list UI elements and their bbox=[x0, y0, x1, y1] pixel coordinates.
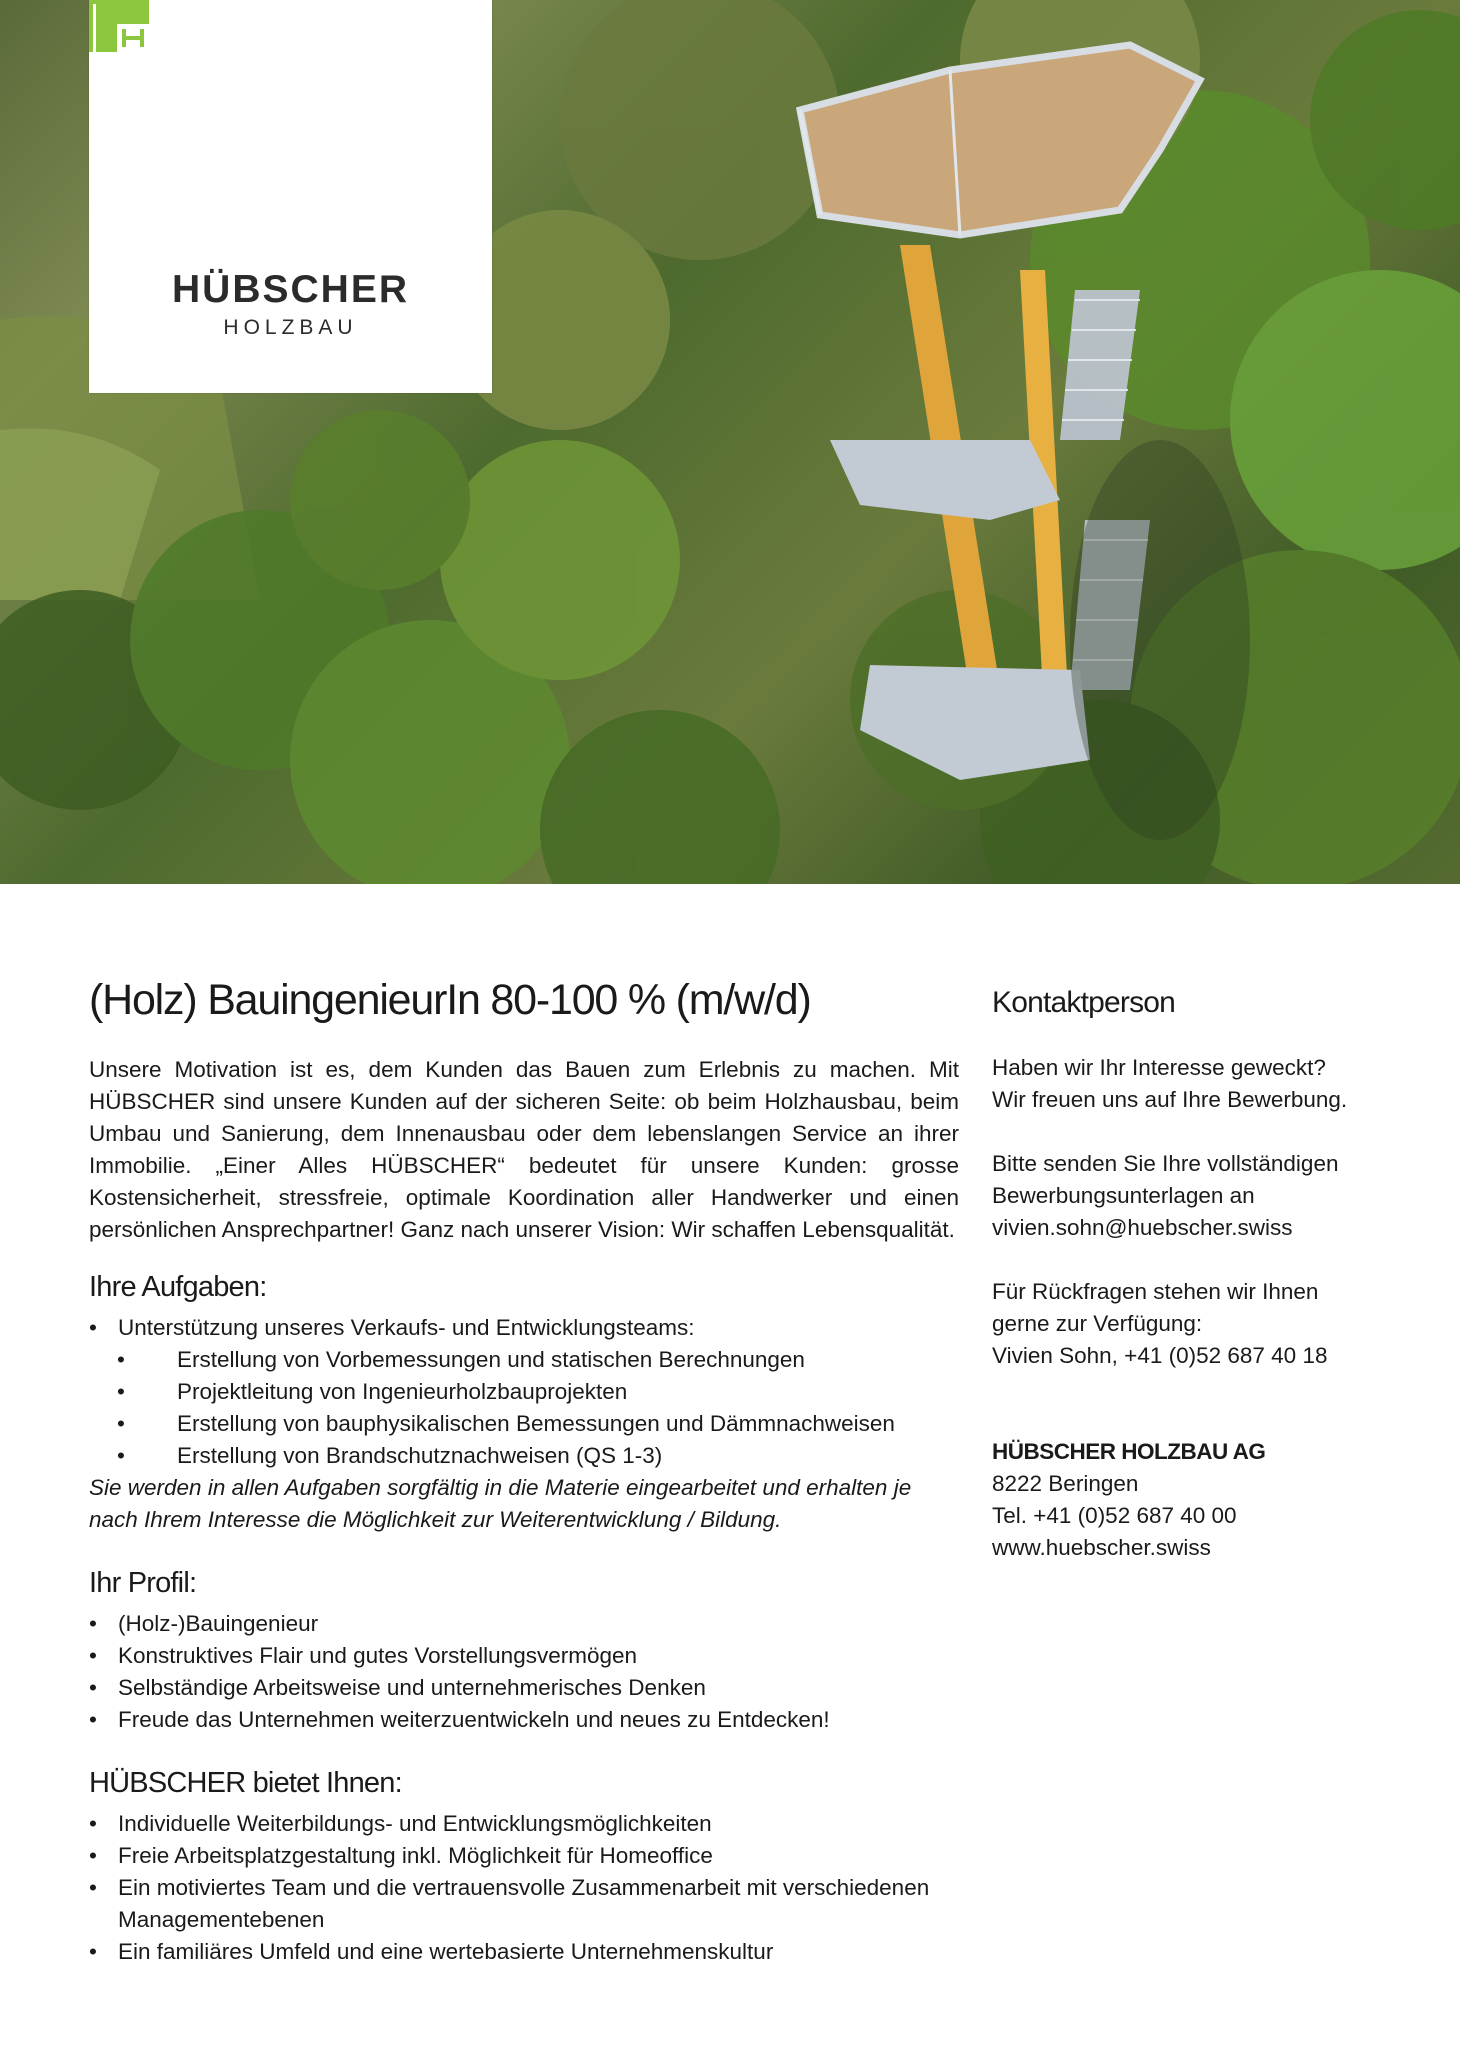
list-item: • Ein motiviertes Team und die vertrauensvolle Zusammenarbeit mit verschiedenen Managementebenen bbox=[89, 1872, 959, 1936]
questions-line-1: Für Rückfragen stehen wir Ihnen bbox=[992, 1279, 1319, 1304]
logo-name: HÜBSCHER bbox=[171, 268, 409, 311]
list-item: • Erstellung von Brandschutznachweisen (QS 1-3) bbox=[89, 1440, 959, 1472]
logo-mark-icon bbox=[89, 0, 149, 52]
contact-person: Vivien Sohn, +41 (0)52 687 40 18 bbox=[992, 1343, 1328, 1368]
company-name: HÜBSCHER HOLZBAU AG bbox=[992, 1439, 1266, 1464]
benefits-heading: HÜBSCHER bietet Ihnen: bbox=[89, 1767, 402, 1799]
interest-line-2: Wir freuen uns auf Ihre Bewerbung. bbox=[992, 1087, 1348, 1112]
company-logo bbox=[89, 0, 492, 393]
send-line-1: Bitte senden Sie Ihre vollständigen bbox=[992, 1151, 1339, 1176]
company-website-link[interactable]: www.huebscher.swiss bbox=[992, 1535, 1211, 1560]
list-item: • Projektleitung von Ingenieurholzbauprojekten bbox=[89, 1376, 959, 1408]
list-item: • Freude das Unternehmen weiterzuentwickeln und neues zu Entdecken! bbox=[89, 1704, 959, 1736]
questions-line-2: gerne zur Verfügung: bbox=[992, 1311, 1203, 1336]
company-city: 8222 Beringen bbox=[992, 1471, 1139, 1496]
logo-subtitle: HOLZBAU bbox=[223, 316, 358, 339]
contact-sidebar bbox=[992, 980, 1432, 1596]
job-title: (Holz) BauingenieurIn 80-100 % (m/w/d) bbox=[89, 976, 811, 1024]
tasks-note: Sie werden in allen Aufgaben sorgfältig in die Materie eingearbeitet und erhalten je nach Ihrem Interesse die Möglichkeit zur Weiterentwicklung / Bildung. bbox=[89, 1475, 912, 1532]
questions-text bbox=[992, 1276, 1432, 1372]
list-item: • Ein familiäres Umfeld und eine wertebasierte Unternehmenskultur bbox=[89, 1936, 959, 1968]
application-text bbox=[992, 1148, 1432, 1244]
list-item: • (Holz-)Bauingenieur bbox=[89, 1608, 959, 1640]
intro-paragraph: Unsere Motivation ist es, dem Kunden das Bauen zum Erlebnis zu machen. Mit HÜBSCHER sind unsere Kunden auf der sicheren Seite: ob beim Holzhausbau, beim Umbau und Sanierung, dem Innenausbau oder dem lebenslangen Service an ihrer Immobilie. „Einer Alles HÜBSCHER“ bedeutet für unsere Kunden: grosse Kostensicherheit, stressfreie, optimale Koordination aller Handwerker und einen persönlichen Ansprechpartner! Ganz nach unserer Vision: Wir schaffen Lebensqualität. bbox=[89, 1057, 959, 1242]
profile-heading: Ihr Profil: bbox=[89, 1567, 197, 1599]
list-item: • Unterstützung unseres Verkaufs- und Entwicklungsteams: bbox=[89, 1312, 959, 1344]
company-phone: Tel. +41 (0)52 687 40 00 bbox=[992, 1503, 1237, 1528]
interest-line-1: Haben wir Ihr Interesse geweckt? bbox=[992, 1055, 1326, 1080]
company-address bbox=[992, 1436, 1432, 1564]
profile-list bbox=[89, 1608, 959, 1736]
hero-image bbox=[0, 0, 1460, 884]
benefits-list bbox=[89, 1808, 959, 1968]
contact-email-link[interactable]: vivien.sohn@huebscher.swiss bbox=[992, 1215, 1293, 1240]
list-item: • Individuelle Weiterbildungs- und Entwicklungsmöglichkeiten bbox=[89, 1808, 959, 1840]
list-item: • Selbständige Arbeitsweise und unternehmerisches Denken bbox=[89, 1672, 959, 1704]
tasks-heading: Ihre Aufgaben: bbox=[89, 1271, 267, 1303]
job-description bbox=[89, 970, 959, 1968]
list-item: • Konstruktives Flair und gutes Vorstellungsvermögen bbox=[89, 1640, 959, 1672]
list-item: • Freie Arbeitsplatzgestaltung inkl. Möglichkeit für Homeoffice bbox=[89, 1840, 959, 1872]
interest-text bbox=[992, 1052, 1432, 1116]
list-item: • Erstellung von Vorbemessungen und statischen Berechnungen bbox=[89, 1344, 959, 1376]
tasks-list bbox=[89, 1312, 959, 1472]
send-line-2: Bewerbungsunterlagen an bbox=[992, 1183, 1255, 1208]
list-item: • Erstellung von bauphysikalischen Bemessungen und Dämmnachweisen bbox=[89, 1408, 959, 1440]
contact-heading: Kontaktperson bbox=[992, 986, 1176, 1019]
